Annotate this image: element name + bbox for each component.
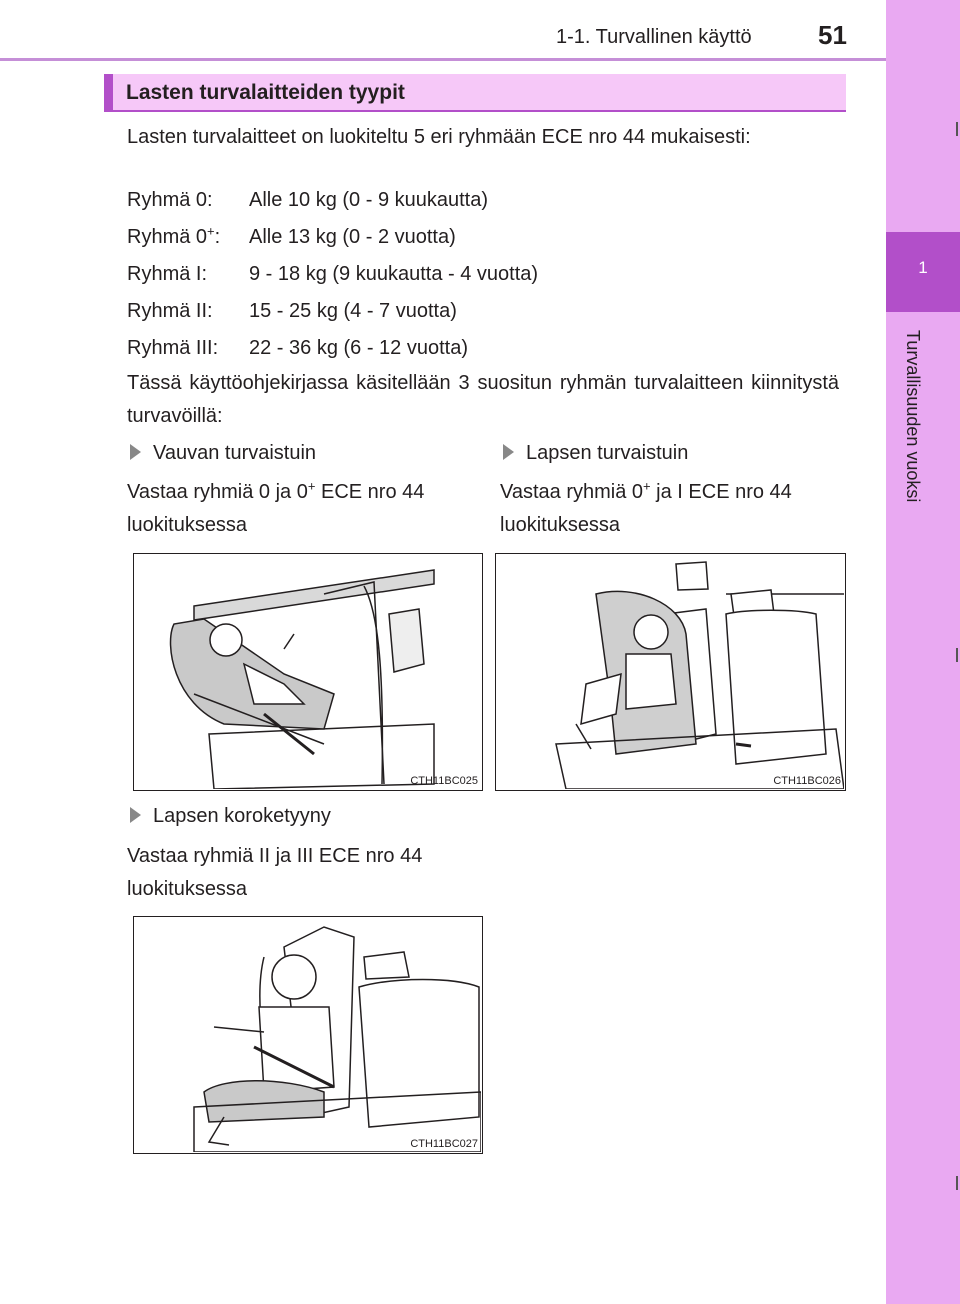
seat-desc-text: luokituksessa [127,878,248,900]
seat-desc-text: ECE nro 44 [315,481,425,503]
seat-description-infant [127,476,487,542]
group-desc: Alle 10 kg (0 - 9 kuukautta) [249,189,489,211]
seat-desc-text: luokituksessa [127,514,248,536]
triangle-bullet-icon [503,444,514,460]
seat-heading-child [503,442,688,465]
group-name: Ryhmä 0 [127,226,208,248]
chapter-title: Turvallisuuden vuoksi [903,330,923,503]
outro-paragraph: Tässä käyttöohjekirjassa käsitellään 3 suositun ryhmän turvalaitteen kiinnitystä turvavöillä: [127,372,839,427]
seat-desc-text: Vastaa ryhmiä 0 ja 0 [127,481,308,503]
group-row [127,300,457,323]
seat-desc-text: ja I ECE nro 44 [650,481,792,503]
triangle-bullet-icon [130,444,141,460]
intro-paragraph: Lasten turvalaitteet on luokiteltu 5 eri ryhmään ECE nro 44 mukaisesti: [127,126,751,148]
seat-heading-booster [130,805,331,828]
group-sup: + [207,223,215,239]
infant-seat-illustration [134,554,481,789]
group-desc: 15 - 25 kg (4 - 7 vuotta) [249,300,457,322]
page-number: 51 [818,20,847,50]
group-name: Ryhmä III: [127,337,219,359]
group-name: Ryhmä II: [127,300,213,322]
section-heading: Lasten turvalaitteiden tyypit [126,81,405,104]
tab-tick [956,1176,958,1190]
seat-description-booster [127,840,487,906]
group-row [127,263,538,286]
booster-cushion-illustration [134,917,481,1152]
group-row [127,337,468,360]
seat-desc-text: Vastaa ryhmiä II ja III ECE nro 44 [127,845,423,867]
figure-booster-cushion [133,916,483,1154]
seat-desc-text: luokituksessa [500,514,621,536]
child-seat-illustration [496,554,844,789]
group-desc: Alle 13 kg (0 - 2 vuotta) [249,226,456,248]
seat-desc-text: Vastaa ryhmiä 0 [500,481,644,503]
figure-code: CTH11BC027 [410,1138,478,1150]
seat-description-child [500,476,860,542]
group-desc: 9 - 18 kg (9 kuukautta - 4 vuotta) [249,263,539,285]
header-rule [0,58,886,61]
side-tab [886,0,960,1304]
triangle-bullet-icon [130,807,141,823]
seat-desc-sup: + [307,478,316,494]
figure-infant-seat [133,553,483,791]
group-suffix: : [214,226,221,248]
group-row [127,189,488,212]
seat-desc-sup: + [643,478,651,494]
tab-tick [956,648,958,662]
figure-code: CTH11BC025 [410,775,478,787]
header-title: 1-1. Turvallinen käyttö [556,26,752,48]
figure-child-seat [495,553,846,791]
group-desc: 22 - 36 kg (6 - 12 vuotta) [249,337,469,359]
group-name: Ryhmä 0: [127,189,213,211]
group-row [127,223,456,249]
seat-title: Vauvan turvaistuin [153,442,317,464]
tab-tick [956,122,958,136]
chapter-number: 1 [918,258,928,277]
seat-title: Lapsen koroketyyny [153,805,331,827]
group-name: Ryhmä I: [127,263,208,285]
seat-title: Lapsen turvaistuin [526,442,689,464]
seat-heading-infant [130,442,316,465]
figure-code: CTH11BC026 [773,775,841,787]
